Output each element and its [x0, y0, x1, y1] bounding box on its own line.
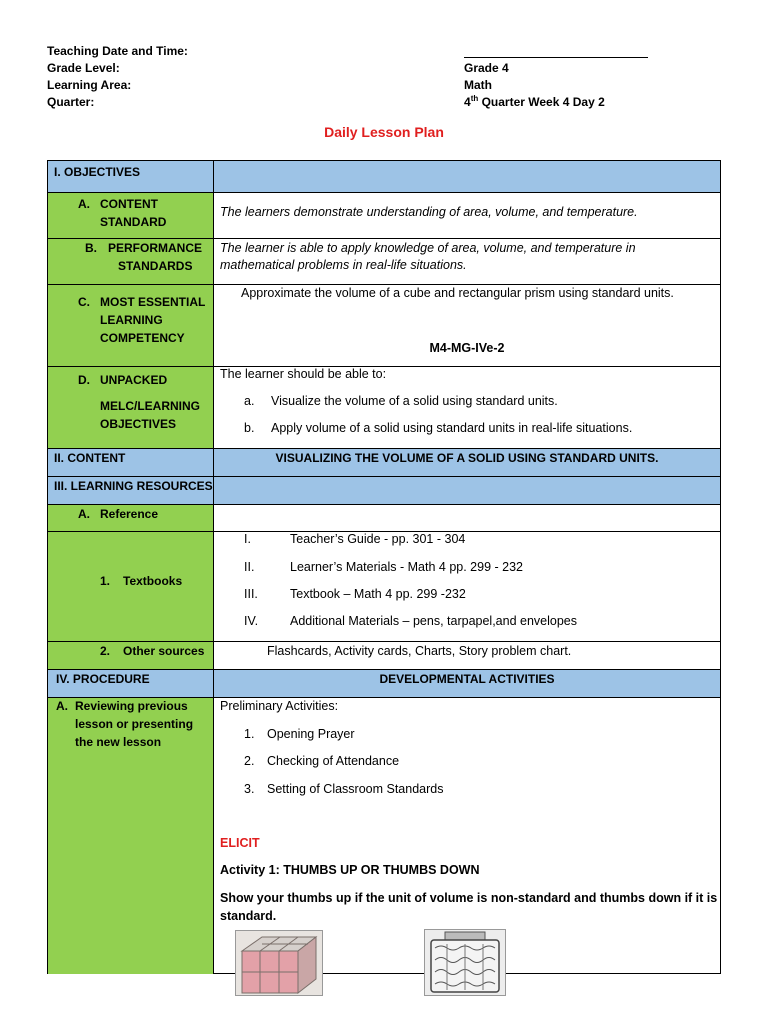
- table-row-melc: C. MOST ESSENTIAL LEARNING COMPETENCY Approximate the volume of a cube and rectangular prism using standard units. M4-MG-IVe-2: [48, 285, 720, 367]
- teaching-date-label: Teaching Date and Time:: [47, 44, 188, 58]
- list-item: Setting of Classroom Standards: [267, 782, 444, 796]
- table-row-objectives: [48, 161, 720, 193]
- table-row-unpacked: D. UNPACKED MELC/LEARNING OBJECTIVES The learner should be able to: a. Visualize the volume of a solid using standard units. b. Apply volume of a solid using standard units in real-life situations.: [48, 367, 720, 449]
- learning-area-label: Learning Area:: [47, 78, 132, 92]
- objectives-blank-cell: [214, 161, 720, 192]
- jar-stones-icon: [425, 930, 505, 995]
- activity-title: Activity 1: THUMBS UP OR THUMBS DOWN: [220, 863, 480, 877]
- table-row-learning-resources: [48, 477, 720, 505]
- header-values: [464, 43, 648, 111]
- performance-standards-label: PERFORMANCE: [108, 241, 203, 255]
- unpacked-intro: The learner should be able to:: [220, 367, 387, 381]
- objectives-heading-cell: [48, 161, 214, 192]
- cube-blocks-image: [235, 930, 323, 996]
- procedure-heading: IV. PROCEDURE: [56, 672, 150, 686]
- table-row-performance-standards: B. PERFORMANCE STANDARDS The learner is able to apply knowledge of area, volume, and temperature in mathematical problems in real-life situations.: [48, 239, 720, 285]
- table-row-reference: A. Reference: [48, 505, 720, 532]
- content-topic: VISUALIZING THE VOLUME OF A SOLID USING STANDARD UNITS.: [275, 451, 659, 465]
- other-sources-label: Other sources: [123, 644, 205, 658]
- instruction-line-1: Show your thumbs up if the unit of volume is non-standard and thumbs down if it is: [220, 891, 718, 905]
- preliminary-heading: Preliminary Activities:: [220, 699, 339, 713]
- table-row-other-sources: 2. Other sources Flashcards, Activity cards, Charts, Story problem chart.: [48, 642, 720, 670]
- list-item: Opening Prayer: [267, 727, 355, 741]
- reference-label: Reference: [100, 507, 159, 521]
- page-title: Daily Lesson Plan: [324, 124, 444, 140]
- list-item: Checking of Attendance: [267, 754, 400, 768]
- reviewing-label: Reviewing previous: [75, 699, 188, 713]
- learning-resources-heading: III. LEARNING RESOURCES: [54, 479, 213, 493]
- grade-level-label: Grade Level:: [47, 61, 120, 75]
- content-heading: II. CONTENT: [54, 451, 126, 465]
- date-blank-line: [464, 43, 648, 58]
- quarter-label: Quarter:: [47, 95, 95, 109]
- instruction-line-2: standard.: [220, 909, 277, 923]
- table-row-textbooks: 1. Textbooks I. Teacher’s Guide - pp. 301 - 304 II. Learner’s Materials - Math 4 pp. 299 - 232 III. Textbook – Math 4 pp. 299 -232 IV. Additional Materials – pens, tarpapel,and envelopes: [48, 532, 720, 642]
- elicit-label: ELICIT: [220, 836, 260, 850]
- table-row-content-standard: A. CONTENT STANDARD The learners demonstrate understanding of area, volume, and temperature.: [48, 193, 720, 239]
- performance-standards-text-2: mathematical problems in real-life situations.: [220, 258, 467, 272]
- content-standard-text: The learners demonstrate understanding of area, volume, and temperature.: [220, 205, 638, 219]
- quarter-value: 4th Quarter Week 4 Day 2: [464, 94, 605, 109]
- list-item: Textbook – Math 4 pp. 299 -232: [290, 587, 466, 601]
- objectives-heading: I. OBJECTIVES: [54, 165, 141, 179]
- melc-text: Approximate the volume of a cube and rectangular prism using standard units.: [241, 286, 674, 300]
- performance-standards-text-1: The learner is able to apply knowledge of area, volume, and temperature in: [220, 241, 636, 255]
- table-row-content: [48, 449, 720, 477]
- unpacked-label: UNPACKED: [100, 373, 168, 387]
- list-item: Apply volume of a solid using standard units in real-life situations.: [271, 421, 633, 435]
- area-value: Math: [464, 78, 492, 92]
- list-item: Teacher’s Guide - pp. 301 - 304: [290, 532, 466, 546]
- melc-label: MOST ESSENTIAL: [100, 295, 206, 309]
- list-item: Learner’s Materials - Math 4 pp. 299 - 232: [290, 560, 523, 574]
- table-row-procedure: [48, 670, 720, 698]
- textbooks-label: Textbooks: [123, 574, 183, 588]
- header-labels: [47, 43, 188, 111]
- grade-value: Grade 4: [464, 61, 509, 75]
- jar-stones-image: [424, 929, 506, 996]
- developmental-activities-heading: DEVELOPMENTAL ACTIVITIES: [379, 672, 555, 686]
- list-item: Additional Materials – pens, tarpapel,and envelopes: [290, 614, 577, 628]
- melc-code: M4-MG-IVe-2: [429, 341, 505, 355]
- table-row-reviewing: A. Reviewing previous lesson or presenting the new lesson Preliminary Activities: 1. Opening Prayer 2. Checking of Attendance 3. Setting of Classroom Standards ELICIT Activity 1: THUMBS UP OR THUMBS DOWN Show your thumbs up if the unit of volume is non-standard and thumbs down if it is standard.: [48, 698, 720, 974]
- lesson-plan-table: [47, 160, 721, 974]
- cube-blocks-icon: [236, 931, 322, 995]
- content-standard-label: CONTENT: [100, 197, 158, 211]
- other-sources-text: Flashcards, Activity cards, Charts, Story problem chart.: [267, 644, 572, 658]
- list-item: Visualize the volume of a solid using standard units.: [271, 394, 558, 408]
